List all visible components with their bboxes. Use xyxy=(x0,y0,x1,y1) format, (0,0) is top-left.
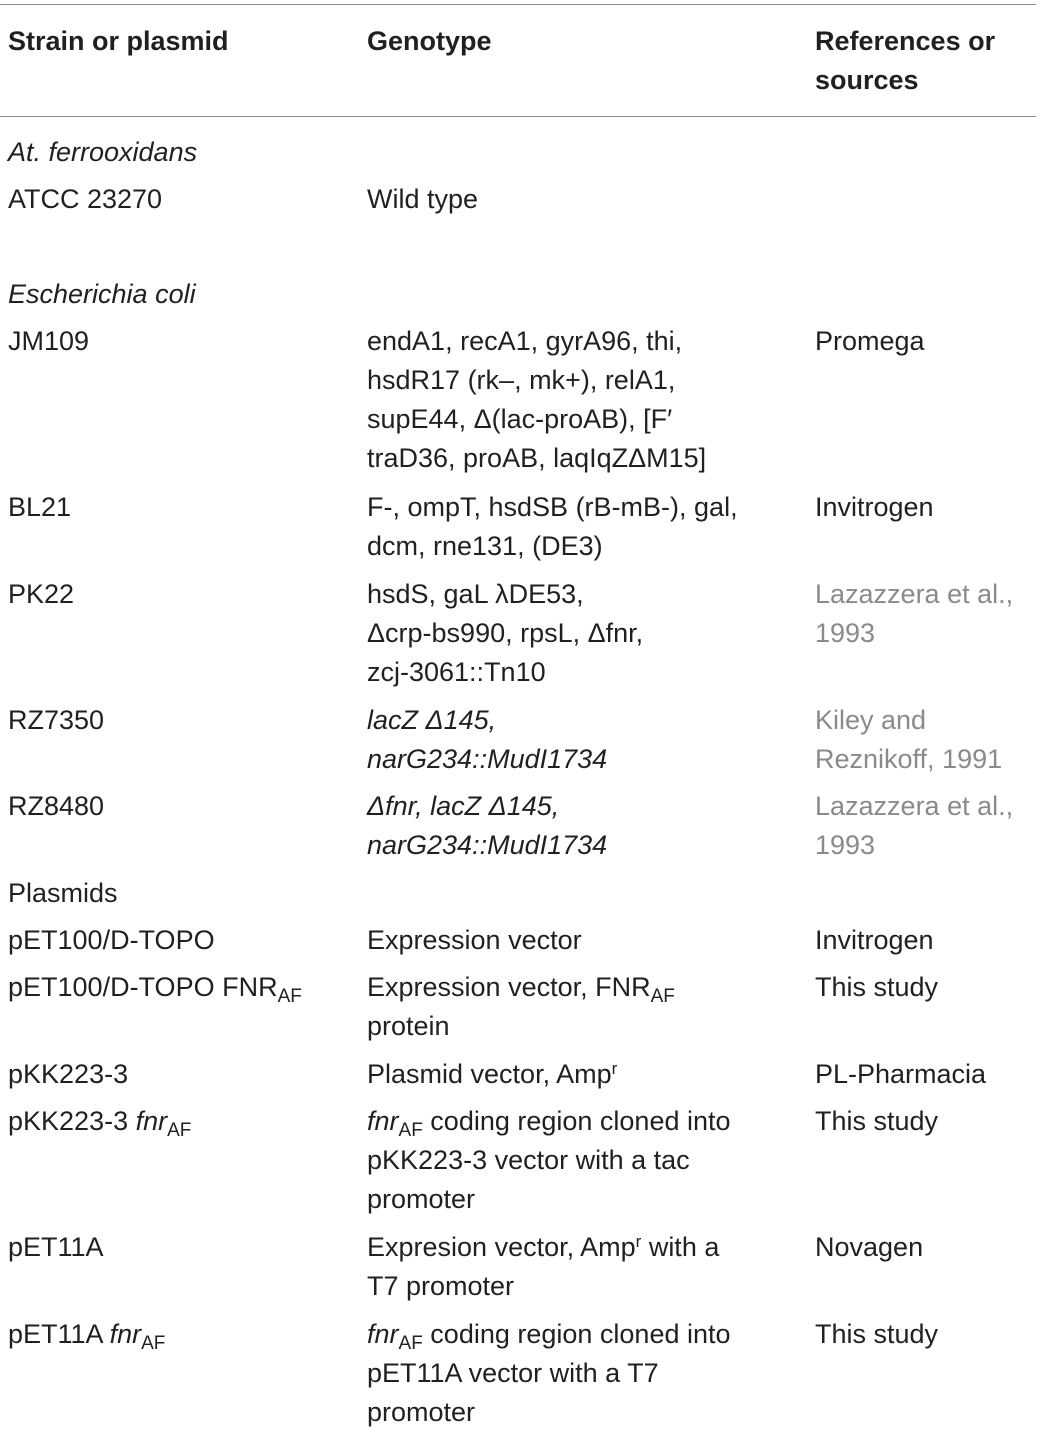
genotype-line: coding region cloned into xyxy=(422,1319,731,1349)
strain-cell: pET11A xyxy=(8,1232,104,1262)
genotype-line: promoter xyxy=(367,1397,476,1427)
genotype-cell: Expression vector xyxy=(367,925,582,955)
section-escherichia-coli: Escherichia coli xyxy=(8,279,196,309)
strain-cell: pET100/D-TOPO xyxy=(8,925,215,955)
subscript: AF xyxy=(398,1120,423,1141)
strain-cell: pKK223-3 xyxy=(8,1059,129,1089)
header-references xyxy=(815,22,995,100)
source-cell: This study xyxy=(815,972,939,1002)
source-line: Reznikoff, 1991 xyxy=(815,744,1003,774)
strain-cell xyxy=(8,1102,191,1141)
source-cell: Invitrogen xyxy=(815,925,934,955)
header-references-line1: References or xyxy=(815,26,996,56)
source-line: Lazazzera et al., xyxy=(815,579,1014,609)
superscript: r xyxy=(611,1059,618,1078)
genotype-line: protein xyxy=(367,1011,450,1041)
source-line: Kiley and xyxy=(815,705,927,735)
strain-gene: fnr xyxy=(109,1319,142,1349)
strain-cell: PK22 xyxy=(8,579,75,609)
subscript: AF xyxy=(650,986,675,1007)
strain-text: pET11A xyxy=(8,1319,110,1349)
section-at-ferrooxidans: At. ferrooxidans xyxy=(8,137,198,167)
strain-cell: JM109 xyxy=(8,326,90,356)
source-cell: This study xyxy=(815,1106,939,1136)
subscript: AF xyxy=(141,1333,166,1354)
genotype-line: dcm, rne131, (DE3) xyxy=(367,531,603,561)
header-references-line2: sources xyxy=(815,65,919,95)
genotype-line: Δcrp-bs990, rpsL, Δfnr, xyxy=(367,618,644,648)
genotype-line: pKK223-3 vector with a tac xyxy=(367,1145,690,1175)
strain-cell xyxy=(8,968,302,1007)
genotype-cell xyxy=(367,322,706,478)
superscript: r xyxy=(635,1232,642,1251)
genotype-line: endA1, recA1, gyrA96, thi, xyxy=(367,326,683,356)
genotype-cell xyxy=(367,1228,719,1306)
table-top-rule xyxy=(0,4,1036,5)
strain-cell: BL21 xyxy=(8,492,72,522)
source-cell: Invitrogen xyxy=(815,492,934,522)
genotype-line: pET11A vector with a T7 xyxy=(367,1358,659,1388)
genotype-line: F-, ompT, hsdSB (rB-mB-), gal, xyxy=(367,492,738,522)
header-strain: Strain or plasmid xyxy=(8,26,229,56)
genotype-line: supE44, Δ(lac-proAB), [F′ xyxy=(367,404,673,434)
genotype-gene: fnr xyxy=(367,1319,399,1349)
strain-text: pKK223-3 xyxy=(8,1106,136,1136)
genotype-cell xyxy=(367,488,738,566)
subscript: AF xyxy=(398,1333,423,1354)
genotype-line: promoter xyxy=(367,1184,476,1214)
genotype-line: narG234::MudI1734 xyxy=(367,744,608,774)
source-cell: Promega xyxy=(815,326,925,356)
genotype-line: Expresion vector, Amp xyxy=(367,1232,636,1262)
genotype-line: hsdR17 (rk–, mk+), relA1, xyxy=(367,365,676,395)
section-plasmids: Plasmids xyxy=(8,878,118,908)
genotype-line: lacZ Δ145, xyxy=(367,705,497,735)
source-line: 1993 xyxy=(815,830,876,860)
table-header-rule xyxy=(0,116,1036,117)
subscript: AF xyxy=(277,986,302,1007)
source-line: 1993 xyxy=(815,618,876,648)
genotype-line: coding region cloned into xyxy=(422,1106,731,1136)
strain-cell: RZ7350 xyxy=(8,705,105,735)
genotype-text: Plasmid vector, Amp xyxy=(367,1059,612,1089)
genotype-cell xyxy=(367,1102,731,1219)
strain-cell: RZ8480 xyxy=(8,791,105,821)
source-cell: Novagen xyxy=(815,1232,924,1262)
strain-cell: ATCC 23270 xyxy=(8,184,163,214)
genotype-line: T7 promoter xyxy=(367,1271,515,1301)
source-reference-link[interactable] xyxy=(815,787,1013,865)
header-genotype: Genotype xyxy=(367,26,492,56)
genotype-cell xyxy=(367,575,643,692)
genotype-line: Expression vector, FNR xyxy=(367,972,651,1002)
genotype-line: narG234::MudI1734 xyxy=(367,830,608,860)
genotype-cell xyxy=(367,1055,617,1094)
genotype-cell xyxy=(367,701,607,779)
genotype-gene: fnr xyxy=(367,1106,399,1136)
genotype-cell xyxy=(367,787,607,865)
source-line: Lazazzera et al., xyxy=(815,791,1014,821)
genotype-line: zcj-3061::Tn10 xyxy=(367,657,546,687)
genotype-line: hsdS, gaL λDE53, xyxy=(367,579,584,609)
source-cell: PL-Pharmacia xyxy=(815,1059,987,1089)
strain-cell xyxy=(8,1315,165,1354)
strain-text: pET100/D-TOPO FNR xyxy=(8,972,278,1002)
source-reference-link[interactable] xyxy=(815,701,1002,779)
genotype-line-tail: with a xyxy=(641,1232,720,1262)
strain-gene: fnr xyxy=(135,1106,168,1136)
genotype-cell xyxy=(367,1315,731,1432)
genotype-line: Δfnr, lacZ Δ145, xyxy=(367,791,560,821)
genotype-cell: Wild type xyxy=(367,184,479,214)
source-reference-link[interactable] xyxy=(815,575,1013,653)
genotype-line: traD36, proAB, laqIqZΔM15] xyxy=(367,443,707,473)
genotype-cell xyxy=(367,968,675,1046)
source-cell: This study xyxy=(815,1319,939,1349)
subscript: AF xyxy=(167,1120,192,1141)
